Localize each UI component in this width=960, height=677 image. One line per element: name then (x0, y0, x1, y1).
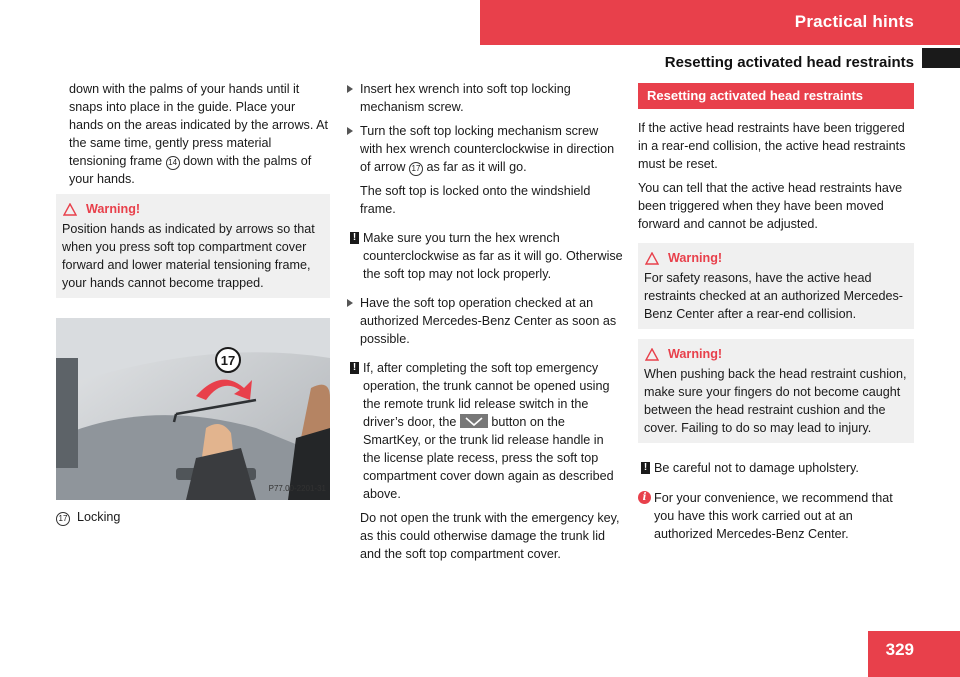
section-title: Resetting activated head restraints (664, 54, 914, 71)
step-arrow-icon (347, 299, 353, 307)
note-trunk-continued: Do not open the trunk with the emergency key, as this could otherwise damage the trunk lid and the soft top compartment cover. (360, 511, 620, 561)
photo-code: P77.00-2201-31 (268, 484, 326, 493)
step-turn-screw: Turn the soft top locking mechanism screw with hex wrench counterclockwise in direction of arrow 17 as far as it will go. (347, 122, 623, 176)
warning-box-safety (638, 243, 914, 329)
step-have-checked: Have the soft top operation checked at an authorized Mercedes-Benz Center as soon as possible. (347, 294, 623, 348)
note-upholstery: ! Be careful not to damage upholstery. (638, 459, 914, 477)
ref-marker: 17 (409, 162, 423, 176)
para-triggered: You can tell that the active head restraints have been triggered when they have been moved forward and cannot be adjusted. (638, 181, 903, 231)
column-left (56, 80, 330, 532)
column-right (638, 80, 914, 549)
step-arrow-icon (347, 127, 353, 135)
warning-header: Warning! (644, 345, 908, 363)
step-insert-wrench: Insert hex wrench into soft top locking mechanism screw. (347, 80, 623, 116)
step-result: The soft top is locked onto the windshield frame. (360, 184, 591, 216)
warning-text: Position hands as indicated by arrows so that when you press soft top compartment cover forward and lower material tensioning frame, your hands cannot become trapped. (62, 222, 315, 290)
warning-text: When pushing back the head restraint cushion, make sure your fingers do not become caught between the head restraint cushion and the cover. Failing to do so may lead to injury. (644, 367, 907, 435)
warning-header: Warning! (62, 200, 324, 218)
info-icon: i (638, 491, 651, 504)
soft-top-locking-photo (56, 318, 330, 500)
intro-paragraph: down with the palms of your hands until it snaps into place in the guide. Place your hands on the areas indicated by the arrows. At the same time, gently press material tensioning frame 14 down with the palms of your hands. (69, 82, 329, 186)
section-marker (922, 48, 960, 68)
page-number: 329 (885, 640, 914, 659)
para-reset: If the active head restraints have been triggered in a rear-end collision, the active head restraints must be reset. (638, 121, 906, 171)
warning-header: Warning! (644, 249, 908, 267)
photo-caption: 17 Locking (56, 508, 330, 526)
caption-ref-marker: 17 (56, 512, 70, 526)
warning-triangle-icon (645, 252, 659, 265)
warning-box-fingers (638, 339, 914, 443)
step-arrow-icon (347, 85, 353, 93)
note-exclamation-icon: ! (350, 232, 359, 244)
photo-callout-number: 17 (220, 353, 236, 368)
note-exclamation-icon: ! (641, 462, 650, 474)
trunk-button-icon (460, 414, 488, 428)
note-exclamation-icon: ! (350, 362, 359, 374)
info-recommendation: i For your convenience, we recommend that you have this work carried out at an authorized Mercedes-Benz Center. (638, 489, 914, 543)
photo-illustration (56, 318, 330, 500)
chapter-title: Practical hints (794, 12, 914, 31)
section-heading-bar: Resetting activated head restraints (638, 83, 914, 109)
warning-box (56, 194, 330, 298)
note-hex-wrench: ! Make sure you turn the hex wrench counterclockwise as far as it will go. Otherwise the soft top may not lock properly. (347, 229, 623, 283)
warning-triangle-icon (63, 203, 77, 216)
note-trunk: ! If, after completing the soft top emergency operation, the trunk cannot be opened using the remote trunk lid release switch in the driver’s door, the button on the SmartKey, or the trunk lid release handle in the license plate recess, press the soft top compartment cover down again as described above. (347, 359, 623, 503)
warning-triangle-icon (645, 348, 659, 361)
ref-marker: 14 (166, 156, 180, 170)
page-number-box (868, 631, 960, 677)
warning-text: For safety reasons, have the active head restraints checked at an authorized Mercedes-Benz Center after a rear-end collision. (644, 271, 904, 321)
column-middle (347, 80, 623, 569)
